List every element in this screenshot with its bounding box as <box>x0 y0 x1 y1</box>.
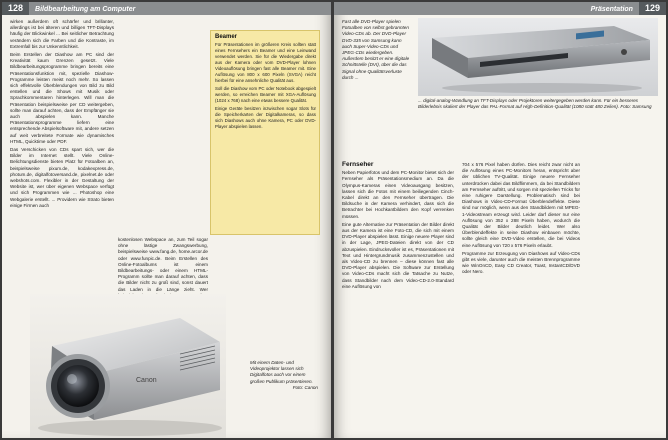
running-title-left: Bildbearbeitung am Computer <box>35 6 136 13</box>
dvd-caption: Fast alle DVD-Player spielen Fotoalben von selbst gebrannten Video-CDs ab. Der DVD-Player DVD-335 von Samsung kann auch Super-Video-CDs und JPEG-CDs wiedergeben. Außerdem besitzt er eine digitale Schnittstelle (DVI), über die das Signal ohne Qualitätsverluste durch ... <box>342 19 410 80</box>
page-number-right: 129 <box>639 2 666 15</box>
page-number-left: 128 <box>2 2 29 15</box>
beamer-info-box <box>210 30 320 235</box>
beamer-box-title: Beamer <box>215 34 238 40</box>
left-page <box>2 2 331 438</box>
paragraph: Programme zur Erzeugung von Diashows auf Video-CDs gibt es viele, darunter auch die meisten Brennprogramme wie WinOnCD, Easy CD Creator, Toast, InstantCD/DVD oder Nero. <box>462 250 580 275</box>
beamer-credit: Foto: Canon <box>292 384 318 390</box>
right-column-1 <box>342 162 454 292</box>
dvd-caption-wide: ... digital-analog-Wandlung an TFT-Displays oder Projektoren weitergegeben werden kann. Für ein besseres Bilderlebnis skaliert der Player das PAL-Format auf High-Definition-Qualität (1080 statt 480 Zeilen). Foto: Samsung <box>418 98 652 110</box>
paragraph: Einige Geräte besitzen inzwischen sogar Slots für die Speicherkarten der Digitalkameras, so dass sich Diashows auch ohne Kamera, PC oder DVD-Player abspielen lassen. <box>215 106 316 129</box>
beamer-photo <box>30 294 226 438</box>
left-column-1 <box>10 19 114 211</box>
section-heading-fernseher: Fernseher <box>342 161 374 168</box>
paragraph: Soll die Diashow vom PC oder Notebook abgespielt werden, so erreichen Beamer mit XGA-Auflösung (1024 x 768) nach eine etwas bessere Qualität. <box>215 86 316 103</box>
paragraph: 704 x 576 Pixel haben dürfen. Dies reicht zwar nicht an die Auflösung eines PC-Monitors heran, entspricht aber der üblichen TV-Qualität. Einige neuere Fernseher unterdrücken dabei das Bildflimmern, da bei Standbildern am Fernseher auftritt, und sorgen mit speziellen Tricks für eine ruhigere Darstellung. Problematisch sind bei Diashows in Video-CD-Format Überblendeffekte. Diese sind nur möglich, wenn aus den Standbildern mit MPEG-1-Videostream erzeugt wird. Leider darf dieser nur eine Auflösung von 352 x 288 Pixeln haben, wodurch die Qualität der Bilder deutlich leidet. Wer also Überblendeffekte in seine Diashow einbauen möchte, sollte gleich eine DVD-Video erstellen, die bei Videos eine Auflösung von 720 x 576 Pixeln erlaubt. <box>462 162 580 248</box>
dvd-player-photo <box>418 18 658 96</box>
paragraph: Für Präsentationen im größeren Kreis sollten statt eines Fernsehers ein Beamer und eine Leinwand verwendet werden. Sie für die Wiedergabe direkt aus der Kamera oder vom DVD-Player lohnen Videoauflösung bringen fast alle Beamer mit. Eine Auflösung von 800 x 600 Pixeln (SVGA) reicht hierbei für eine ansehnliche Qualität aus. <box>215 42 316 83</box>
paragraph: kostenlosen Webspace an, zum Teil sogar ohne lästige Zwangswerbung, beispielsweise www.fang.de, home.arcor.de oder www.funpic.de. Beim Erstellen des Online-Fotoalbums ist einem Bildbearbeitungs- oder einem HTML-Programm sollte man darauf achten, dass die Bilder nicht zu groß sind, sonst dauert das Laden in die Länge zieht. Wer <box>118 237 208 292</box>
running-title-right: Präsentation <box>590 6 633 13</box>
paragraph: Neben Papierfotos und dem PC-Monitor bietet sich der Fernseher als Präsentationsmedium an. Da die Olympus-Kameras einen Videoausgang besitzen, lassen sich die Fotos mit einem beiliegenden Cinch-Kabel direkt an den Fernseher übertragen. Die Bildsuche in der Kamera verhindert, dass sich die Betrachter bei Hochkantbildern den Kopf verrenken müssen. <box>342 170 454 219</box>
paragraph: Beim Erstellen der Diashow am PC sind der Kreativität kaum Grenzen gesetzt. Viele Bildbearbeitungsprogramme bringen bereits eine Präsentationsfunktion mit, spezielle Diashow-Programme leisten meist noch mehr. So lassen sich effektvolle Überblendungen von Bild zu Bild erstellen und die Shows mit Musik oder Sprachkommentaren hinterlegen. Will man die Präsentation beispielsweise per CD weitergeben, sollte man darauf achten, dass der Empfänger sie auch abspielen kann. Manche Präsentationsprogramme liefern eine entsprechende Abspielsoftware mit, andere setzen auf weit verbreitete Formate wie dynamisches HTML, Quicktime oder PDF. <box>10 52 114 144</box>
paragraph: Das Verschicken von CDs spart sich, wer die Bilder im Internet stellt. Viele Online-Belichtungsdienste bieten Platz für Fotoalben an, beispielsweise pixum.de, kodakexpress.de, photum.de, digitalfotoversand.de, pixelnet.de oder webshots.com. Flexibler in der Gestaltung der Website ist, wer über eigenen Webspace verfügt und sich Programmen wie ... Photoshop eine Webgalerie erstellt. ... Providern wie Strato bieten einige Firmen auch <box>10 147 114 208</box>
dvd-credit: Foto: Samsung <box>620 104 652 110</box>
canon-logo: Canon <box>136 377 157 384</box>
right-page <box>334 2 666 438</box>
running-header-left <box>2 2 331 15</box>
running-header-right <box>334 2 666 15</box>
beamer-caption: Mit einem Daten- und Videoprojektor lassen sich Digitalfotos auch vor einem großen Publikum präsentieren. Foto: Canon <box>250 360 318 390</box>
right-column-2 <box>462 162 580 278</box>
paragraph: wirken außerdem oft schärfer und brillanter, allerdings ist bei älteren und billigen TFT-Displays häufig der Blickwinkel ... Bei seitlicher Betrachtung verändern sich die Farben und die Kontraste, im Extremfall bis zur Unkenntlichkeit. <box>10 19 114 49</box>
paragraph: Eine gute Alternative zur Präsentation der Bilder direkt aus der Kamera ist eine Foto-CD, die sich mit einem DVD-Player abspielen lässt. Einige neuere Player sind in der Lage, JPEG-Dateien direkt von der CD abzuspielen. Eindrucksvoller ist es, Präsentationen mit Text und Hintergrundmusik zusammenzustellen und als Video-CD zu brennen – diese können fast alle DVD-Player abspielen. Die Software zur Erstellung von Video-CDs macht sich die Tatsache zu Nutze, dass Standbilder nach dem Video-CD-2.0-Standard eine Auflösung von <box>342 221 454 289</box>
